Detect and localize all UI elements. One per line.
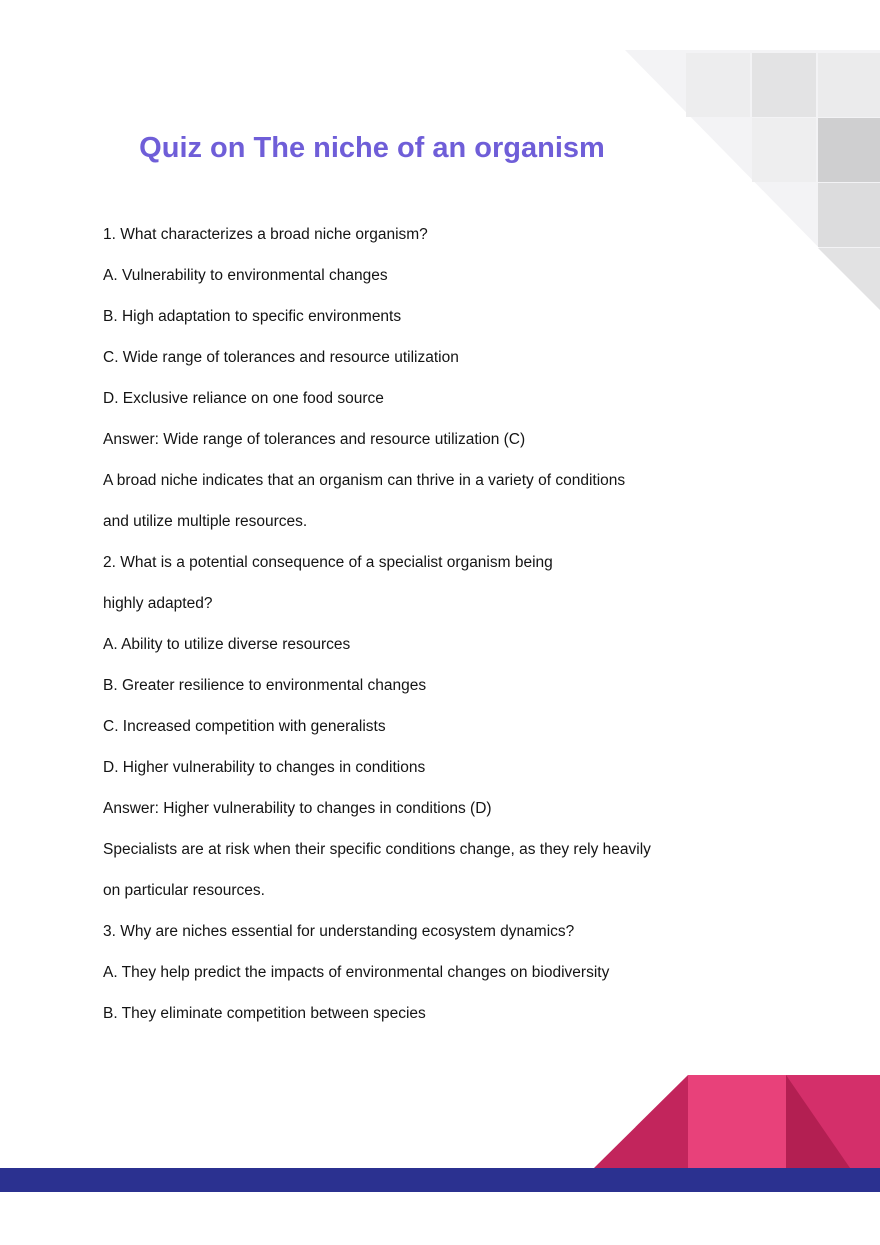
grey-diagonal-tile (818, 248, 880, 310)
decorative-pink-tiles (580, 1070, 880, 1175)
option-line: A. Ability to utilize diverse resources (103, 636, 351, 653)
explanation-line: on particular resources. (103, 882, 265, 899)
explanation-line: Specialists are at risk when their specific conditions change, as they rely heavily (103, 841, 651, 858)
option-line: B. They eliminate competition between species (103, 1005, 426, 1022)
question-line: 2. What is a potential consequence of a specialist organism being (103, 554, 553, 571)
quiz-content (103, 214, 743, 1034)
pink-tile (688, 1075, 786, 1168)
option-line: B. Greater resilience to environmental changes (103, 677, 427, 694)
grey-tile (818, 183, 880, 247)
question-line: highly adapted? (103, 595, 213, 612)
grey-tile (686, 53, 750, 117)
grey-tile (752, 53, 816, 117)
grey-tile (752, 118, 816, 182)
question-line: 1. What characterizes a broad niche organism? (103, 226, 428, 243)
grey-tile (818, 118, 880, 182)
question-line: 3. Why are niches essential for understanding ecosystem dynamics? (103, 923, 575, 940)
option-line: A. They help predict the impacts of environmental changes on biodiversity (103, 964, 610, 981)
option-line: D. Exclusive reliance on one food source (103, 390, 384, 407)
answer-line: Answer: Wide range of tolerances and resource utilization (C) (103, 431, 526, 448)
option-line: A. Vulnerability to environmental changes (103, 267, 388, 284)
footer-bar (0, 1168, 880, 1192)
option-line: C. Wide range of tolerances and resource utilization (103, 349, 459, 366)
explanation-line: and utilize multiple resources. (103, 513, 308, 530)
option-line: C. Increased competition with generalists (103, 718, 386, 735)
page-title: Quiz on The niche of an organism (139, 132, 605, 164)
answer-line: Answer: Higher vulnerability to changes in conditions (D) (103, 800, 492, 817)
option-line: D. Higher vulnerability to changes in conditions (103, 759, 426, 776)
explanation-line: A broad niche indicates that an organism can thrive in a variety of conditions (103, 472, 626, 489)
grey-tile (818, 53, 880, 117)
option-line: B. High adaptation to specific environments (103, 308, 402, 325)
pink-diagonal-tile (594, 1075, 688, 1168)
